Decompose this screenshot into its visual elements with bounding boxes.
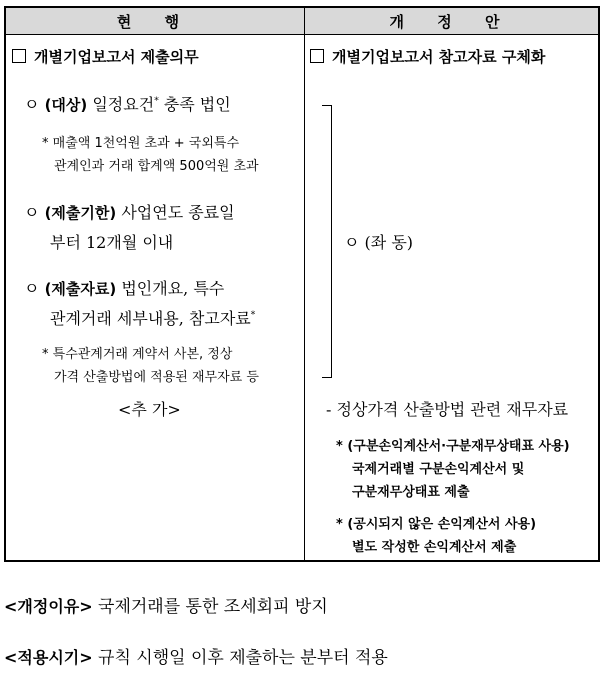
revised-note-2-line-2: 별도 작성한 손익계산서 제출 xyxy=(352,540,517,555)
checkbox-icon xyxy=(12,49,26,63)
current-item-materials: ㅇ (제출자료) 법인개요, 특수 xyxy=(24,279,225,298)
column-divider xyxy=(304,8,305,560)
current-note-1-line-2: 관계인과 거래 합계액 500억원 초과 xyxy=(54,159,259,174)
revised-note-1-line-1: * (구분손익계산서·구분재무상태표 사용) xyxy=(336,439,570,454)
bracket-shape xyxy=(322,105,332,378)
current-added: <추 가> xyxy=(118,400,181,419)
current-item-deadline-line-2: 부터 12개월 이내 xyxy=(50,233,174,252)
current-section-title: 개별기업보고서 제출의무 xyxy=(12,46,199,67)
current-item-materials-line-2: 관계거래 세부내용, 참고자료* xyxy=(50,309,256,328)
revised-note-1-line-2: 국제거래별 구분손익계산서 및 xyxy=(352,462,525,477)
footer-reason: <개정이유> 국제거래를 통한 조세회피 방지 xyxy=(4,597,328,617)
checkbox-icon xyxy=(310,49,324,63)
revised-dash-item: - 정상가격 산출방법 관련 재무자료 xyxy=(326,400,569,419)
footer-effective-date: <적용시기> 규칙 시행일 이후 제출하는 분부터 적용 xyxy=(4,648,388,668)
revised-note-1-line-3: 구분재무상태표 제출 xyxy=(352,485,470,500)
revised-note-2-line-1: * (공시되지 않은 손익계산서 사용) xyxy=(336,517,537,532)
revised-same: ㅇ (좌 동) xyxy=(344,233,414,252)
current-note-2-line-1: * 특수관계거래 계약서 사본, 정상 xyxy=(42,347,233,362)
header-revised: 개 정 안 xyxy=(305,8,598,35)
comparison-table xyxy=(4,6,600,562)
current-note-1-line-1: * 매출액 1천억원 초과 + 국외특수 xyxy=(42,136,240,151)
current-note-2-line-2: 가격 산출방법에 적용된 재무자료 등 xyxy=(54,370,259,385)
current-item-deadline: ㅇ (제출기한) 사업연도 종료일 xyxy=(24,203,235,222)
revised-section-title: 개별기업보고서 참고자료 구체화 xyxy=(310,46,545,67)
current-item-target: ㅇ (대상) 일정요건* 충족 법인 xyxy=(24,95,231,114)
header-current: 현 행 xyxy=(6,8,305,35)
